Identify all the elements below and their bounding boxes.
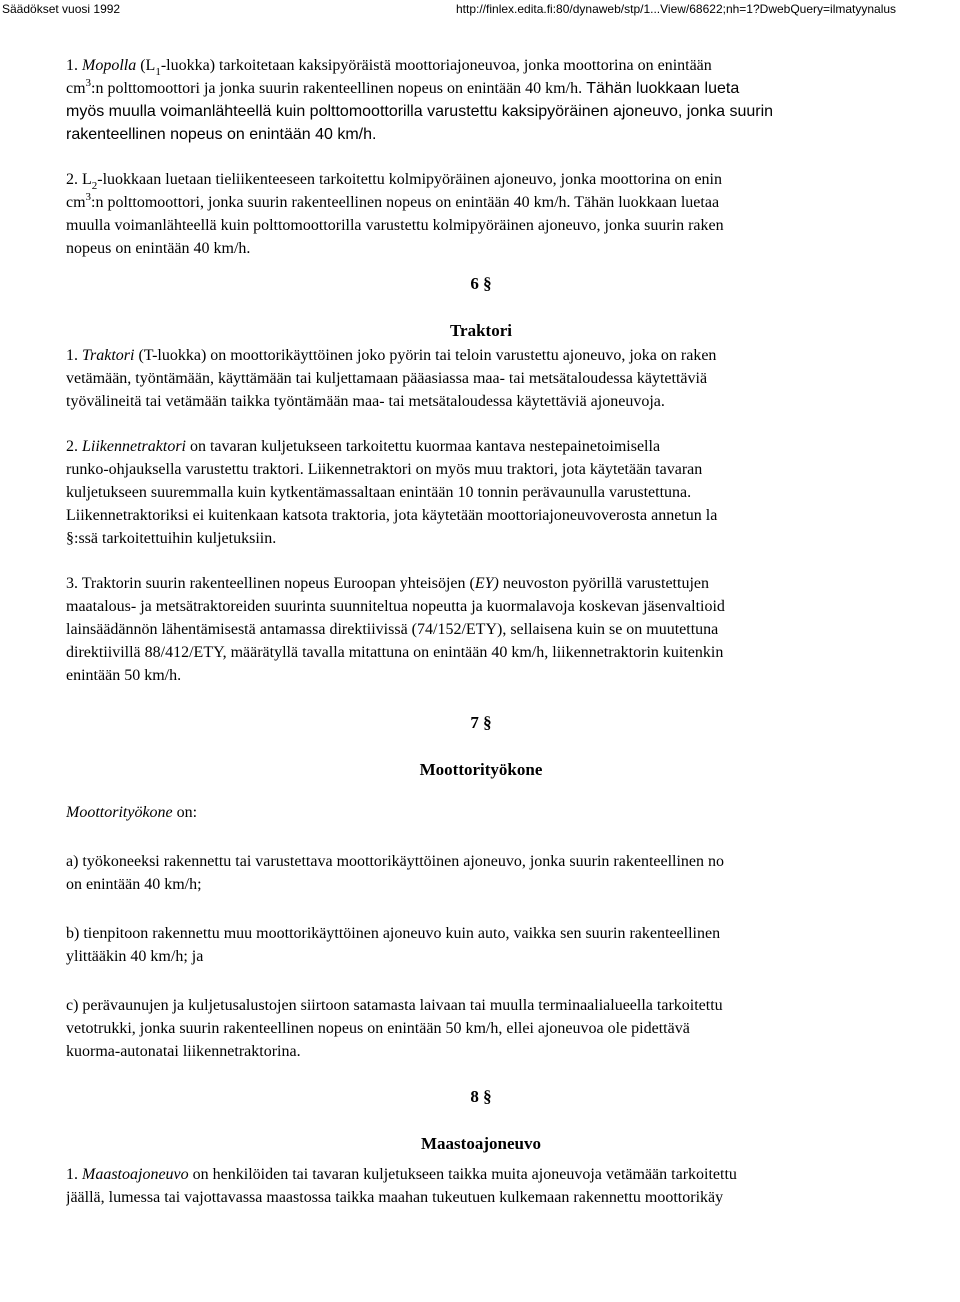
term-traktori: Traktori [82,347,135,364]
section-number-7: 7 § [470,713,492,732]
paragraph-l2 [66,168,896,260]
text-line: 3. Traktorin suurin rakenteellinen nopeus Euroopan yhteisöjen (EY) neuvoston pyörillä varustettujen [66,575,709,592]
paragraph-moottorityokone-a [66,850,896,896]
term-ey: EY) [474,575,499,592]
text-line: $cm^3:n$ polttomoottori ja jonka suurin rakenteellinen nopeus on enintään 40 km/h. Tähän luokkaan lueta [66,77,740,97]
text-line: vetämään, työntämään, käyttämään tai kuljettamaan pääasiassa maa- tai metsätaloudessa käytettäviä [66,370,708,387]
paragraph-maastoajoneuvo-1 [66,1163,896,1209]
paragraph-moottorityokone-c [66,994,896,1063]
paragraph-mopo [66,54,896,146]
text-line: runko-ohjauksella varustettu traktori. Liikennetraktori on myös muu traktori, jota käytetään tavaran [66,461,703,478]
text-line: lainsäädännön lähentämisestä antamassa direktiivissä (74/152/ETY), sellaisena kuin se on muutettuna [66,621,719,638]
text-line: muulla voimanlähteellä kuin polttomoottorilla varustettu kolmipyöräinen ajoneuvo, jonka suurin raken [66,217,724,234]
header-title: Säädökset vuosi 1992 [2,2,121,16]
term-moottorityokone: Moottorityökone [66,804,173,821]
paragraph-traktori-3 [66,572,896,687]
text-line: 2. $L_2$-luokkaan luetaan tieliikenteeseen tarkoitettu kolmipyöräinen ajoneuvo, jonka moottorina on enin [66,171,722,192]
text-line: 1. Maastoajoneuvo on henkilöiden tai tavaran kuljetukseen taikka muita ajoneuvoja vetämään tarkoitettu [66,1166,737,1183]
text-line: Moottorityökone on: [66,804,198,821]
text-line: kuorma-autonatai liikennetraktorina. [66,1043,301,1060]
paragraph-moottorityokone-intro [66,801,896,824]
term-liikennetraktori: Liikennetraktori [82,438,186,455]
text-line: on enintään 40 km/h; [66,876,202,893]
paragraph-moottorityokone-b [66,922,896,968]
term-maastoajoneuvo: Maastoajoneuvo [82,1166,189,1183]
text-line: kuljetukseen suuremmalla kuin kytkentämassaltaan enintään 10 tonnin perävaunulla varustettuna. [66,484,692,501]
section-title-moottorityokone: Moottorityökone [419,760,543,779]
text-line: vetotrukki, jonka suurin rakenteellinen nopeus on enintään 50 km/h, ellei ajoneuvoa ole pidettävä [66,1020,690,1037]
section-title-traktori: Traktori [449,321,512,340]
paragraph-traktori-1 [66,344,896,413]
page-header [0,0,960,18]
text-line: maatalous- ja metsätraktoreiden suurinta suunniteltua nopeutta ja kuormalavoja koskevan jäsenvaltioid [66,598,725,615]
text-line: ylittääkin 40 km/h; ja [66,948,204,965]
text-line: c) perävaunujen ja kuljetusalustojen siirtoon satamasta laivaan tai muulla terminaalialueella tarkoitettu [66,997,723,1014]
text-line: jäällä, lumessa tai vajottavassa maastossa taikka maahan tukeutuen kulkemaan rakennettu moottorikäy [66,1189,724,1206]
text-line: b) tienpitoon rakennettu muu moottorikäyttöinen ajoneuvo kuin auto, vaikka sen suurin rakenteellinen [66,925,721,942]
text-line: enintään 50 km/h. [66,667,182,684]
text-line: §:ssä tarkoitettuihin kuljetuksiin. [66,530,277,547]
text-line: 1. Traktori (T-luokka) on moottorikäyttöinen joko pyörin tai teloin varustettu ajoneuvo, joka on raken [66,347,717,364]
section-title-maastoajoneuvo: Maastoajoneuvo [421,1134,541,1153]
text-line: rakenteellinen nopeus on enintään 40 km/h. [66,126,377,143]
section-number-8: 8 § [470,1087,492,1106]
text-line: nopeus on enintään 40 km/h. [66,240,251,257]
text-line: direktiivillä 88/412/ETY, määrätyllä tavalla mitattuna on enintään 40 km/h, liikennetraktorin kuitenkin [66,644,724,661]
text-line: 1. Mopolla $(L_1-luokka)$ tarkoitetaan kaksipyöräistä moottoriajoneuvoa, jonka moottorina on enintään [66,57,712,78]
text-line: 2. Liikennetraktori on tavaran kuljetukseen tarkoitettu kuormaa kantava nestepainetoimisella [66,438,661,455]
text-line: $cm^3:n$ polttomoottori, jonka suurin rakenteellinen nopeus on enintään 40 km/h. Tähän luokkaan luetaa [66,191,720,211]
text-line: Liikennetraktoriksi ei kuitenkaan katsota traktoria, jota käytetään moottoriajoneuvoverosta annetun la [66,507,718,524]
document-body [66,54,896,1209]
section-number-6: 6 § [470,274,492,293]
paragraph-traktori-2 [66,435,896,550]
text-line: a) työkoneeksi rakennettu tai varustettava moottorikäyttöinen ajoneuvo, jonka suurin rakenteellinen no [66,853,725,870]
header-url: http://finlex.edita.fi:80/dynaweb/stp/1...View/68622;nh=1?DwebQuery=ilmatyynalus [456,2,897,16]
text-line: työvälineitä tai vetämään taikka työntämään maa- tai metsätaloudessa käytettäviä ajoneuvoja. [66,393,665,410]
term-mopolla: Mopolla [82,57,137,74]
text-line: myös muulla voimanlähteellä kuin polttomoottorilla varustettu kaksipyöräinen ajoneuvo, jonka suurin [66,103,774,120]
